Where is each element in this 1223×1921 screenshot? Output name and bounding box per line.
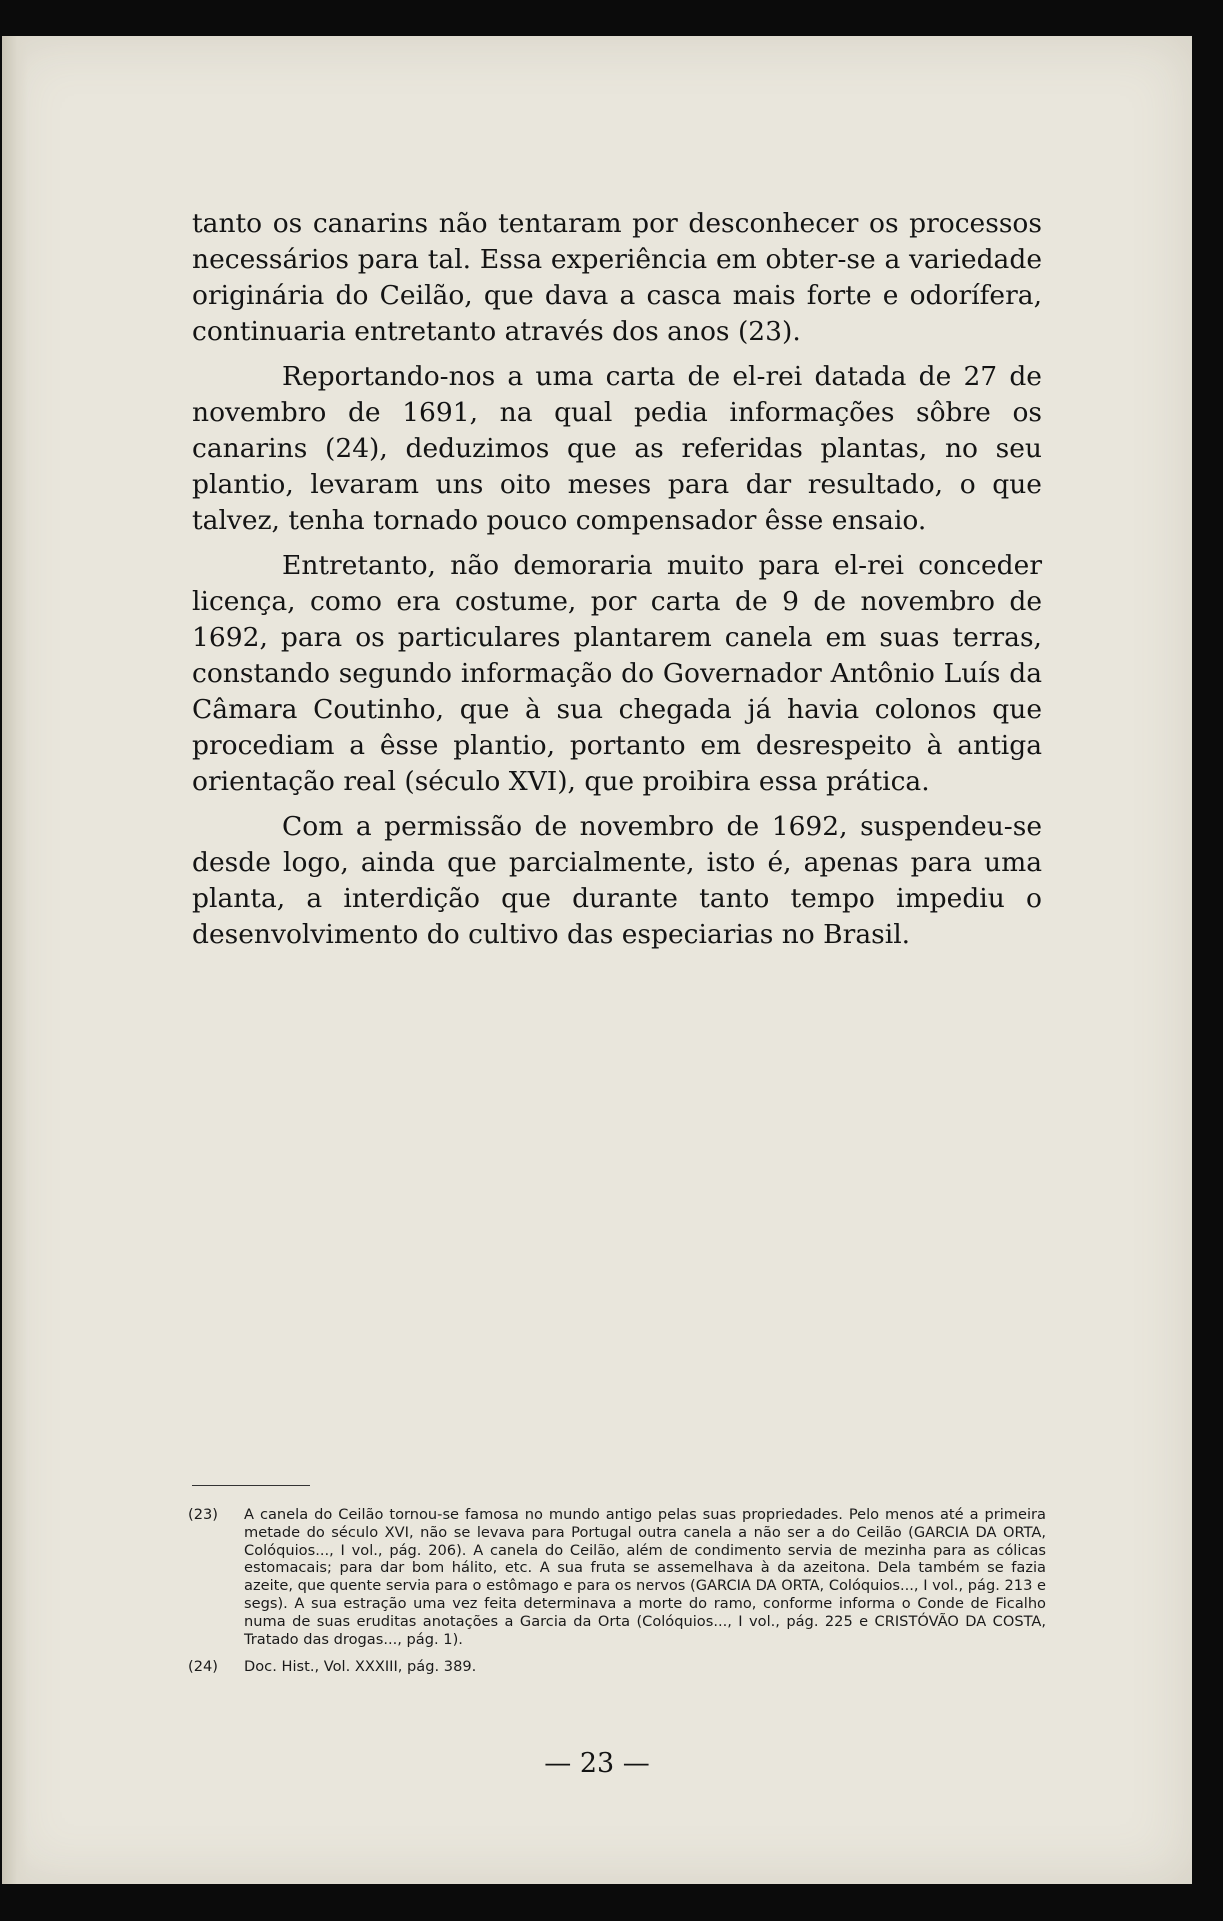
paragraph-4: Com a permissão de novembro de 1692, suspendeu-se desde logo, ainda que parcialmente, isto é, apenas para uma planta, a interdição que durante tanto tempo impediu o desenvolvimento do cultivo das especiarias no Brasil. (192, 811, 1042, 950)
page-binding-shadow (2, 36, 28, 1884)
footnote-separator (192, 1485, 310, 1486)
book-page (2, 36, 1192, 1884)
footnote-text: A canela do Ceilão tornou-se famosa no mundo antigo pelas suas propriedades. Pelo menos até a primeira metade do século XVI, não se levava para Portugal outra canela a não ser a do Ceilão (GARCIA DA ORTA, Colóquios..., I vol., pág. 206). A canela do Ceilão, além de condimento servia de mezinha para as cólicas estomacais; para dar bom hálito, etc. A sua fruta se assemelhava à da azeitona. Dela também se fazia azeite, que quente servia para o estômago e para os nervos (GARCIA DA ORTA, Colóquios..., I vol., pág. 213 e segs). A sua estração uma vez feita determinava a morte do ramo, conforme informa o Conde de Ficalho numa de suas eruditas anotações a Garcia da Orta (Colóquios..., I vol., pág. 225 e CRISTÓVÃO DA COSTA, Tratado das drogas..., pág. 1). (244, 1506, 1046, 1648)
footnotes (188, 1506, 1046, 1686)
paragraph-1: tanto os canarins não tentaram por desconhecer os processos necessários para tal. Essa experiência em obter-se a variedade originária do Ceilão, que dava a casca mais forte e odorífera, continuaria entretanto através dos anos (23). (192, 208, 1042, 347)
footnote-number: (23) (188, 1506, 218, 1523)
footnote-24 (188, 1658, 1046, 1676)
main-text (192, 206, 1042, 962)
footnote-text: Doc. Hist., Vol. XXXIII, pág. 389. (244, 1658, 477, 1676)
paragraph-3: Entretanto, não demoraria muito para el-rei conceder licença, como era costume, por carta de 9 de novembro de 1692, para os particulares plantarem canela em suas terras, constando segundo informação do Governador Antônio Luís da Câmara Coutinho, que à sua chegada já havia colonos que procediam a êsse plantio, portanto em desrespeito à antiga orientação real (século XVI), que proibira essa prática. (192, 550, 1042, 797)
page-number: — 23 — (544, 1748, 650, 1779)
paragraph-2: Reportando-nos a uma carta de el-rei datada de 27 de novembro de 1691, na qual pedia informações sôbre os canarins (24), deduzimos que as referidas plantas, no seu plantio, levaram uns oito meses para dar resultado, o que talvez, tenha tornado pouco compensador êsse ensaio. (192, 361, 1042, 536)
footnote-number: (24) (188, 1658, 218, 1676)
footnote-23 (188, 1506, 1046, 1648)
